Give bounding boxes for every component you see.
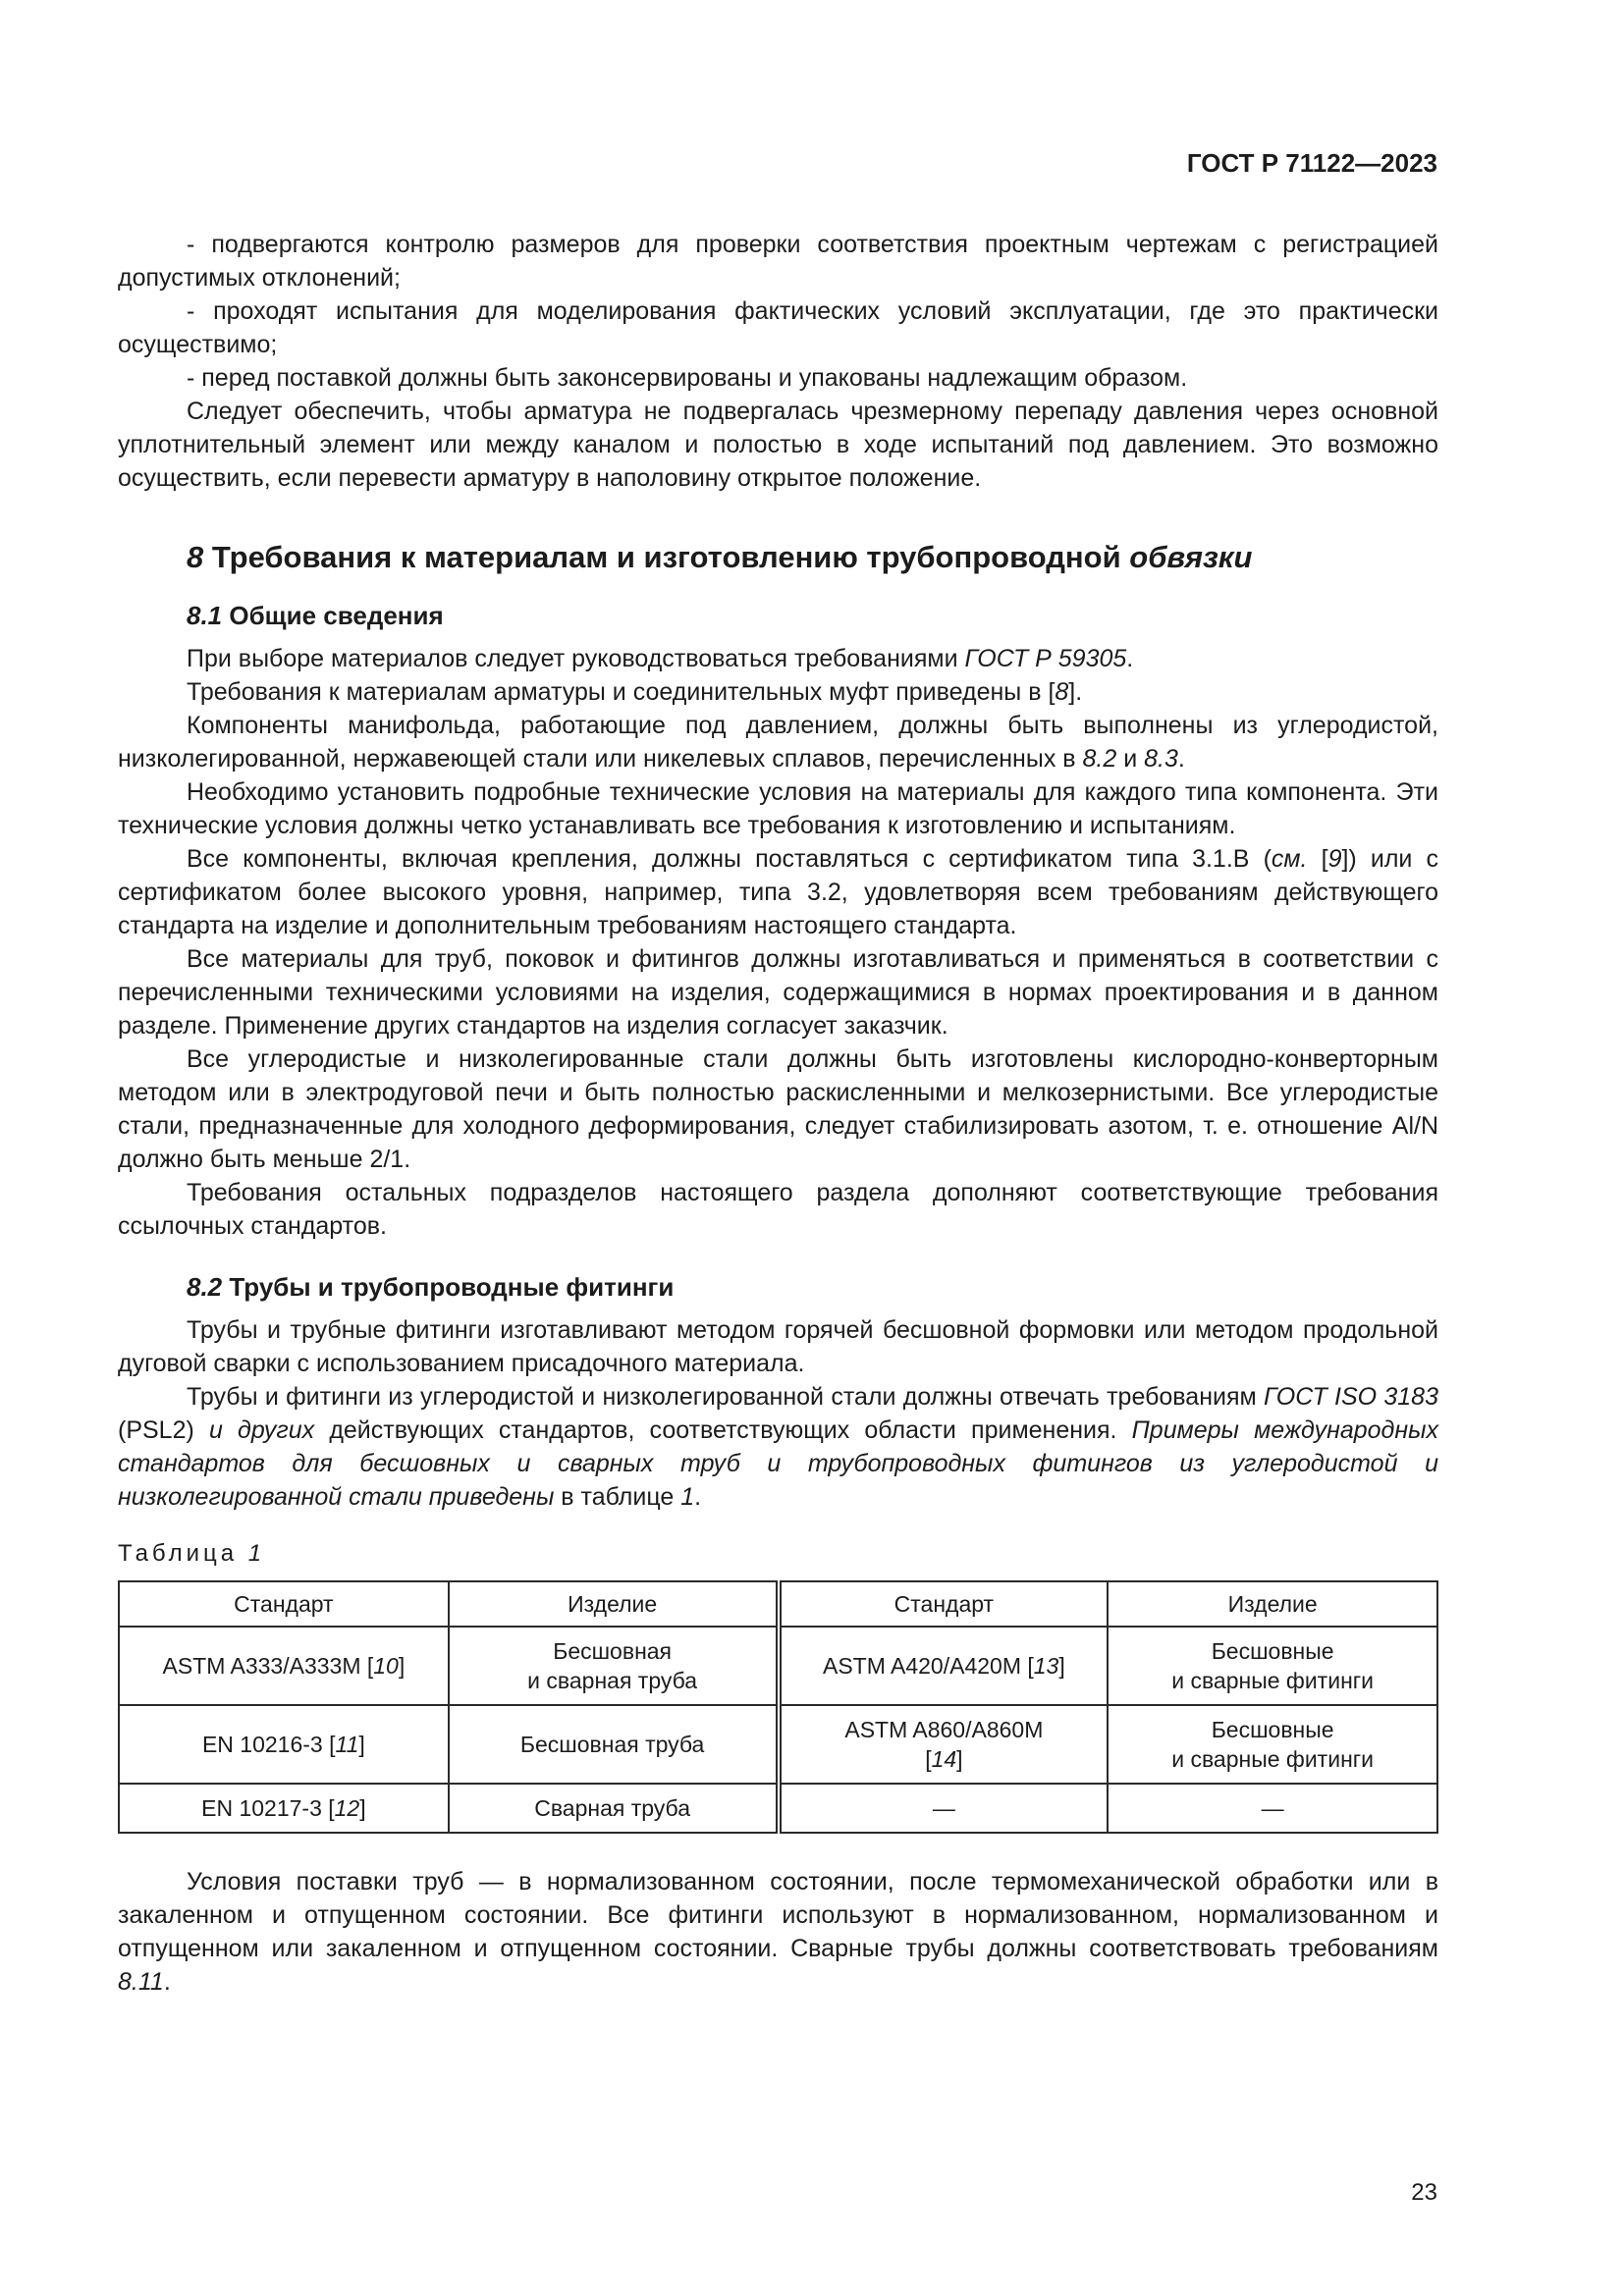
section-8-title (118, 538, 1438, 577)
subsection-title: Трубы и трубопроводные фитинги (229, 1272, 675, 1302)
paragraph: Все компоненты, включая крепления, должны поставляться с сертификатом типа 3.1.B (см. [9]) или с сертификатом более высокого уровня, например, типа 3.2, удовлетворяя всем требованиям действующего стандарта на изделие и дополнительным требованиям настоящего стандарта. (118, 845, 1439, 939)
subsection-number: 8.1 (187, 601, 223, 630)
reference-link: 8.11 (118, 1968, 164, 1996)
section-number: 8 (187, 540, 204, 574)
paragraph: Трубы и фитинги из углеродистой и низколегированной стали должны отвечать требованиям ГОСТ ISO 3183 (PSL2) и других действующих стандартов, соответствующих области применения. Примеры международных стандартов для бесшовных и сварных труб и трубопроводных фитингов из углеродистой и низколегированной стали приведены в таблице 1. (118, 1383, 1439, 1511)
table-cell: Сварная труба (449, 1784, 779, 1833)
table-cell: EN 10216-3 [11] (119, 1705, 449, 1784)
reference-link: 8.2 (1082, 745, 1117, 773)
paragraph: Все материалы для труб, поковок и фитингов должны изготавливаться и применяться в соответствии с перечисленными техническими условиями на изделия, содержащимися в нормах проектирования и в данном разделе. Применение других стандартов на изделия согласует заказчик. (118, 945, 1438, 1040)
section-title-italic: обвязки (1129, 540, 1253, 574)
section-title-main: Требования к материалам и изготовлению трубопроводной (211, 540, 1121, 574)
reference-link: ГОСТ ISO 3183 (1264, 1383, 1438, 1411)
table-header-cell: Стандарт (119, 1581, 449, 1627)
table-cell: Бесшовная и сварная труба (449, 1627, 779, 1705)
subsection-8-2-title (118, 1270, 1438, 1304)
list-item: - подвергаются контролю размеров для проверки соответствия проектным чертежам с регистрацией допустимых отклонений; (118, 231, 1438, 292)
reference-link: ГОСТ Р 59305 (964, 645, 1127, 672)
page-number: 23 (1411, 2179, 1437, 2206)
table-caption: Таблица 1 (118, 1540, 266, 1567)
list-item: - проходят испытания для моделирования фактических условий эксплуатации, где это практически осуществимо; (118, 297, 1438, 358)
table-cell: Бесшовная труба (449, 1705, 779, 1784)
standards-table (118, 1580, 1438, 1834)
paragraph: Компоненты манифольда, работающие под давлением, должны быть выполнены из углеродистой, низколегированной, нержавеющей стали или никелевых сплавов, перечисленных в 8.2 и 8.3. (118, 712, 1438, 773)
table-row (119, 1784, 1437, 1833)
list-item: - перед поставкой должны быть законсервированы и упакованы надлежащим образом. (187, 364, 1188, 392)
table-header-cell: Изделие (449, 1581, 779, 1627)
reference-link: 9 (1327, 845, 1342, 873)
table-cell: Бесшовные и сварные фитинги (1108, 1627, 1437, 1705)
table-row (119, 1705, 1437, 1784)
paragraph: При выборе материалов следует руководствоваться требованиями ГОСТ Р 59305. (187, 645, 1134, 672)
intro-paragraph: Следует обеспечить, чтобы арматура не подвергалась чрезмерному перепаду давления через основной уплотнительный элемент или между каналом и полостью в ходе испытаний под давлением. Это возможно осуществить, если перевести арматуру в наполовину открытое положение. (118, 398, 1438, 492)
table-header-cell: Изделие (1108, 1581, 1437, 1627)
reference-link: 8 (1055, 678, 1069, 706)
paragraph: Требования остальных подразделов настоящего раздела дополняют соответствующие требования ссылочных стандартов. (118, 1179, 1438, 1240)
table-cell: ASTM A860/A860M [14] (779, 1705, 1109, 1784)
subsection-title: Общие сведения (229, 601, 444, 630)
table-header-row (119, 1581, 1437, 1627)
paragraph: Требования к материалам арматуры и соединительных муфт приведены в [8]. (187, 678, 1083, 706)
table-row (119, 1627, 1437, 1705)
paragraph: Трубы и трубные фитинги изготавливают методом горячей бесшовной формовки или методом продольной дуговой сварки с использованием присадочного материала. (118, 1316, 1438, 1377)
paragraph: Условия поставки труб — в нормализованном состоянии, после термомеханической обработки или в закаленном и отпущенном состоянии. Все фитинги используют в нормализованном, нормализованном и отпущенном или закаленном и отпущенном состоянии. Сварные трубы должны соответствовать требованиям 8.11. (118, 1868, 1438, 1996)
subsection-8-1-title (118, 599, 1438, 632)
table-cell: Бесшовные и сварные фитинги (1108, 1705, 1437, 1784)
paragraph: Необходимо установить подробные технические условия на материалы для каждого типа компонента. Эти технические условия должны четко устанавливать все требования к изготовлению и испытаниям. (118, 778, 1438, 839)
table-header-cell: Стандарт (779, 1581, 1109, 1627)
standard-code-header: ГОСТ Р 71122—2023 (1186, 148, 1437, 178)
table-cell: — (779, 1784, 1109, 1833)
reference-link: 1 (680, 1483, 695, 1511)
subsection-number: 8.2 (187, 1272, 223, 1302)
table-cell: — (1108, 1784, 1437, 1833)
paragraph: Все углеродистые и низколегированные стали должны быть изготовлены кислородно-конверторным методом или в электродуговой печи и быть полностью раскисленными и мелкозернистыми. Все углеродистые стали, предназначенные для холодного деформирования, следует стабилизировать азотом, т. е. отношение Al/N должно быть меньше 2/1. (118, 1045, 1438, 1173)
page-content (118, 228, 1438, 1999)
table-cell: ASTM A333/A333M [10] (119, 1627, 449, 1705)
reference-link: 8.3 (1144, 745, 1178, 773)
table-cell: EN 10217-3 [12] (119, 1784, 449, 1833)
table-cell: ASTM A420/A420M [13] (779, 1627, 1109, 1705)
